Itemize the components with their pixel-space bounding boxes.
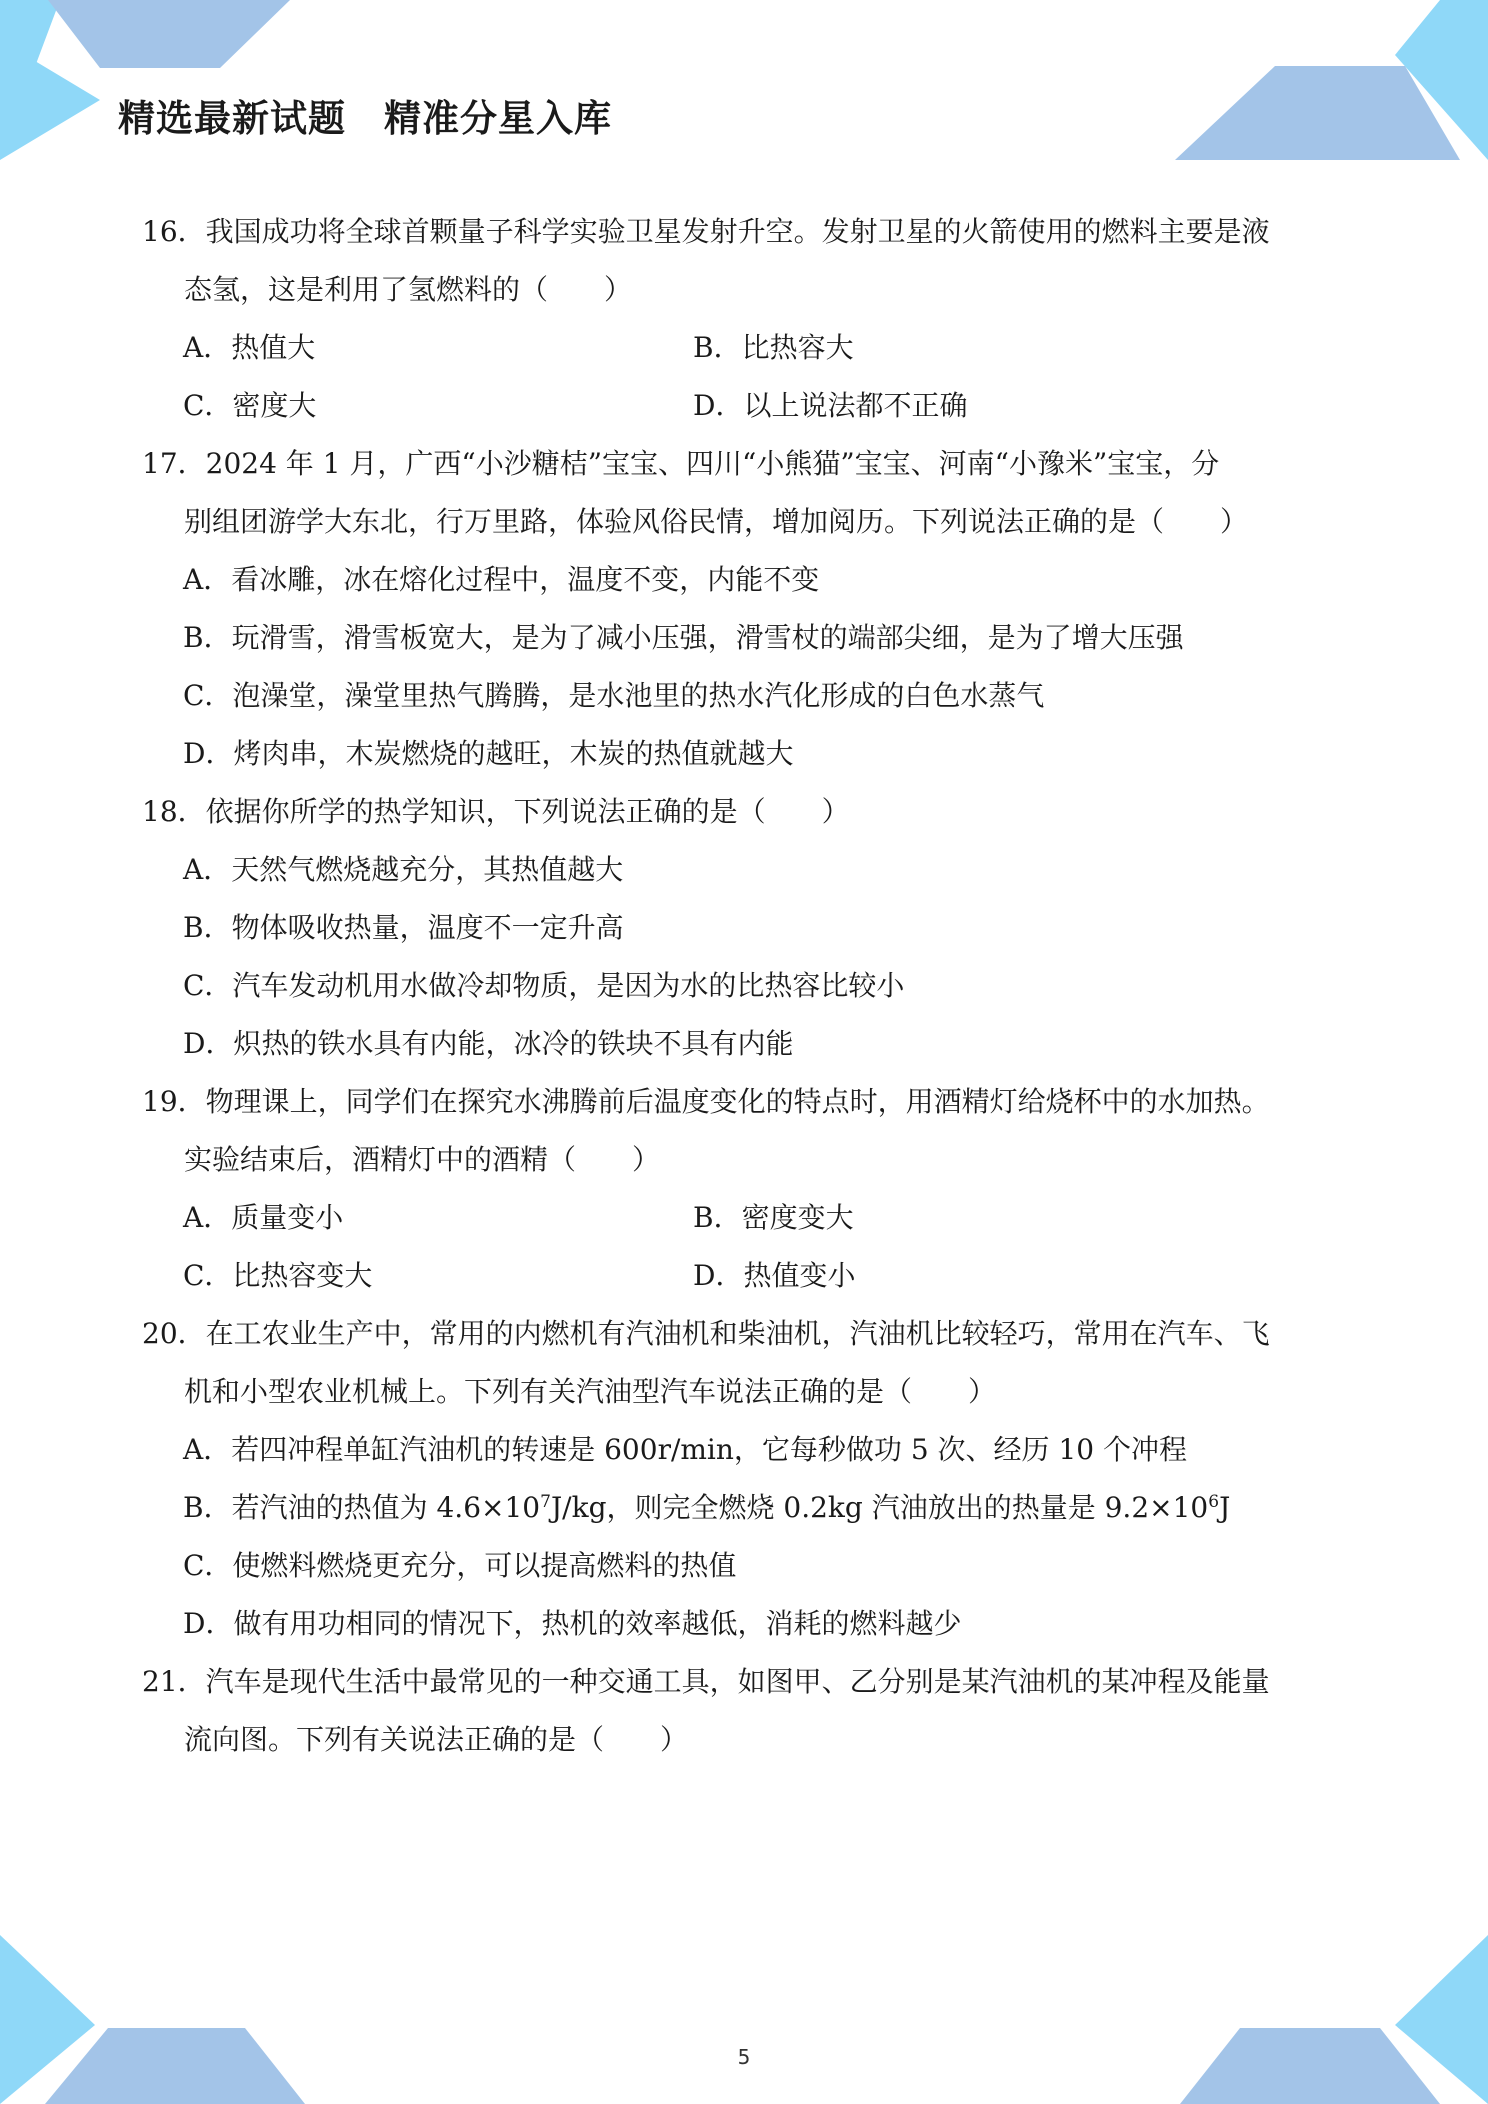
option-d: D．做有用功相同的情况下，热机的效率越低，消耗的燃料越少 — [183, 1607, 962, 1640]
question-stem-continued: 实验结束后，酒精灯中的酒精（ ） — [184, 1143, 661, 1176]
question-20 — [142, 1305, 1352, 1421]
question-stem-continued: 别组团游学大东北，行万里路，体验风俗民情，增加阅历。下列说法正确的是（ ） — [184, 505, 1249, 538]
option-d: D．烤肉串，木炭燃烧的越旺，木炭的热值就越大 — [183, 737, 794, 770]
option-a: A．若四冲程单缸汽油机的转速是 600r/min，它每秒做功 5 次、经历 10 个冲程 — [183, 1433, 1187, 1466]
page-number: 5 — [737, 2045, 751, 2069]
option-c: C．使燃料燃烧更充分，可以提高燃料的热值 — [183, 1549, 737, 1582]
option-a: A．质量变小 — [183, 1201, 344, 1234]
question-19-options — [183, 1189, 1353, 1305]
corner-shape-top-left-mid — [48, 0, 290, 68]
question-stem: 物理课上，同学们在探究水沸腾前后温度变化的特点时，用酒精灯给烧杯中的水加热。 — [205, 1085, 1270, 1118]
question-stem: 依据你所学的热学知识，下列说法正确的是（ ） — [205, 795, 850, 828]
question-stem-continued: 流向图。下列有关说法正确的是（ ） — [184, 1723, 689, 1756]
question-19 — [142, 1073, 1352, 1189]
question-stem: 汽车是现代生活中最常见的一种交通工具，如图甲、乙分别是某汽油机的某冲程及能量 — [205, 1665, 1270, 1698]
option-a: A．看冰雕，冰在熔化过程中，温度不变，内能不变 — [183, 563, 820, 596]
question-number: 20． — [142, 1317, 206, 1350]
option-b: B．比热容大 — [693, 331, 854, 364]
question-number: 18． — [142, 795, 206, 828]
question-number: 19． — [142, 1085, 206, 1118]
option-b: B．玩滑雪，滑雪板宽大，是为了减小压强，滑雪杖的端部尖细，是为了增大压强 — [183, 621, 1184, 654]
option-a: A．天然气燃烧越充分，其热值越大 — [183, 853, 624, 886]
option-d: D．炽热的铁水具有内能，冰冷的铁块不具有内能 — [183, 1027, 794, 1060]
option-c: C．密度大 — [183, 389, 317, 422]
option-c: C．比热容变大 — [183, 1259, 373, 1292]
option-b-text: J — [1219, 1491, 1231, 1524]
option-a: A．热值大 — [183, 331, 316, 364]
question-number: 16． — [142, 215, 206, 248]
question-16-options — [183, 319, 1353, 435]
option-b-text: J/kg，则完全燃烧 0.2kg 汽油放出的热量是 9.2×10 — [550, 1491, 1209, 1524]
option-c: C．汽车发动机用水做冷却物质，是因为水的比热容比较小 — [183, 969, 905, 1002]
exponent: 6 — [1208, 1492, 1220, 1512]
question-stem: 我国成功将全球首颗量子科学实验卫星发射升空。发射卫星的火箭使用的燃料主要是液 — [205, 215, 1270, 248]
question-17 — [142, 435, 1352, 551]
option-c: C．泡澡堂，澡堂里热气腾腾，是水池里的热水汽化形成的白色水蒸气 — [183, 679, 1045, 712]
option-d: D．以上说法都不正确 — [693, 389, 968, 422]
option-d: D．热值变小 — [693, 1259, 856, 1292]
option-b — [183, 1479, 1353, 1537]
question-number: 21． — [142, 1665, 206, 1698]
question-stem: 2024 年 1 月，广西“小沙糖桔”宝宝、四川“小熊猫”宝宝、河南“小豫米”宝宝，分 — [205, 447, 1220, 480]
option-b: B．物体吸收热量，温度不一定升高 — [183, 911, 624, 944]
question-stem-continued: 态氢，这是利用了氢燃料的（ ） — [184, 273, 633, 306]
question-16 — [142, 203, 1352, 319]
corner-shape-top-left-light — [0, 40, 100, 160]
question-18 — [142, 783, 1352, 841]
question-stem-continued: 机和小型农业机械上。下列有关汽油型汽车说法正确的是（ ） — [184, 1375, 997, 1408]
exponent: 7 — [540, 1492, 551, 1512]
question-17-options — [183, 551, 1353, 783]
question-18-options — [183, 841, 1353, 1073]
option-b-text: B．若汽油的热值为 4.6×10 — [183, 1491, 541, 1524]
question-20-options — [183, 1421, 1353, 1653]
header-title: 精选最新试题 精准分星入库 — [118, 97, 612, 140]
question-number: 17． — [142, 447, 206, 480]
option-b: B．密度变大 — [693, 1201, 854, 1234]
question-21 — [142, 1653, 1352, 1769]
question-stem: 在工农业生产中，常用的内燃机有汽油机和柴油机，汽油机比较轻巧，常用在汽车、飞 — [205, 1317, 1270, 1350]
